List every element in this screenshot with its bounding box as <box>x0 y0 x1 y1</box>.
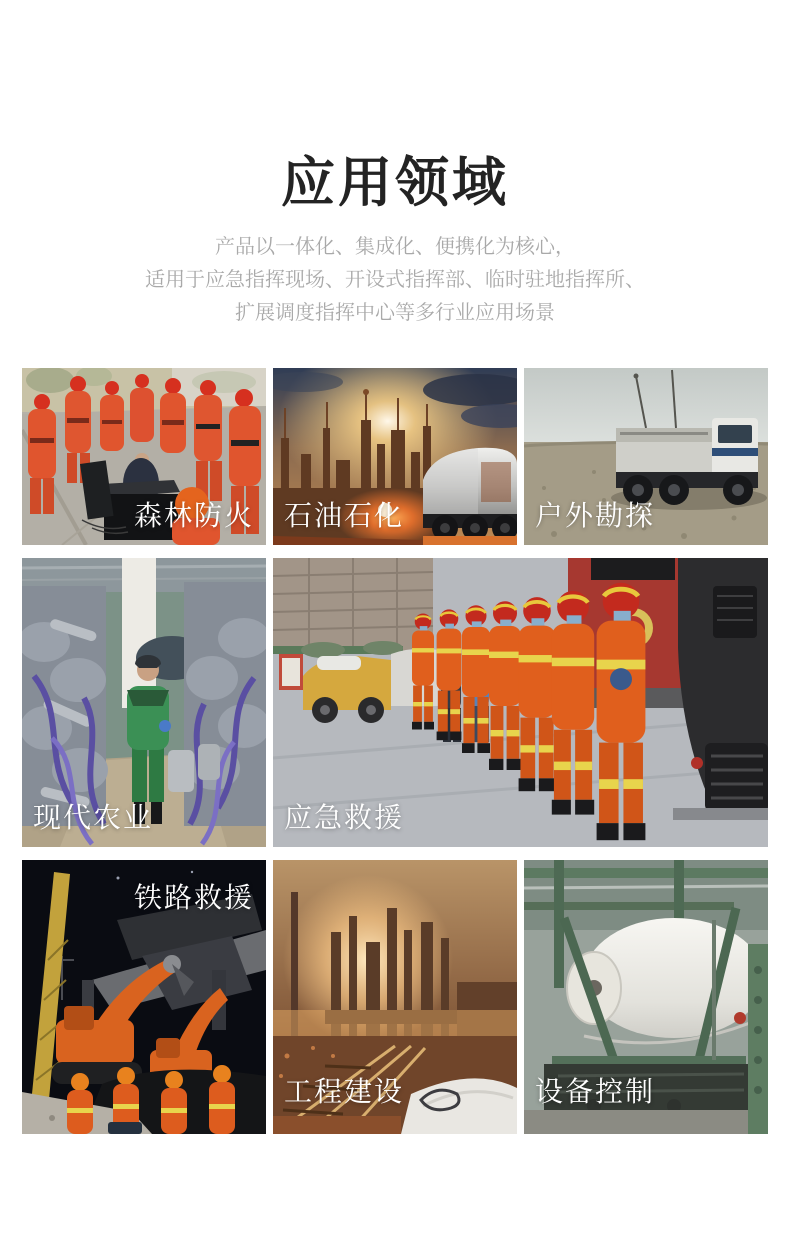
photo-label-forest-fire: 森林防火 <box>133 500 254 531</box>
photo-label-construction: 工程建设 <box>284 1076 405 1107</box>
section-subtitle <box>0 231 790 330</box>
section-title: 应用领域 <box>281 153 509 214</box>
photo-construction <box>273 860 517 1134</box>
photo-label-railway-rescue: 铁路救援 <box>133 882 254 913</box>
photo-forest-fire <box>22 368 266 545</box>
photo-label-emergency-rescue: 应急救援 <box>284 802 405 833</box>
photo-modern-agriculture <box>22 558 266 847</box>
photo-equipment-control <box>524 860 768 1134</box>
subtitle-line-2: 适用于应急指挥现场、开设式指挥部、临时驻地指挥所、 <box>145 269 645 291</box>
photo-label-petrochemical: 石油石化 <box>284 500 405 531</box>
photo-label-equipment-control: 设备控制 <box>535 1076 656 1107</box>
subtitle-line-1: 产品以一体化、集成化、便携化为核心， <box>215 236 575 258</box>
photo-label-modern-agriculture: 现代农业 <box>33 802 154 833</box>
photo-outdoor-exploration <box>524 368 768 545</box>
photo-label-outdoor-exploration: 户外勘探 <box>535 500 656 531</box>
photo-railway-rescue <box>22 860 266 1134</box>
subtitle-line-3: 扩展调度指挥中心等多行业应用场景 <box>235 302 555 324</box>
photo-petrochemical <box>273 368 517 545</box>
photo-emergency-rescue <box>273 558 768 847</box>
